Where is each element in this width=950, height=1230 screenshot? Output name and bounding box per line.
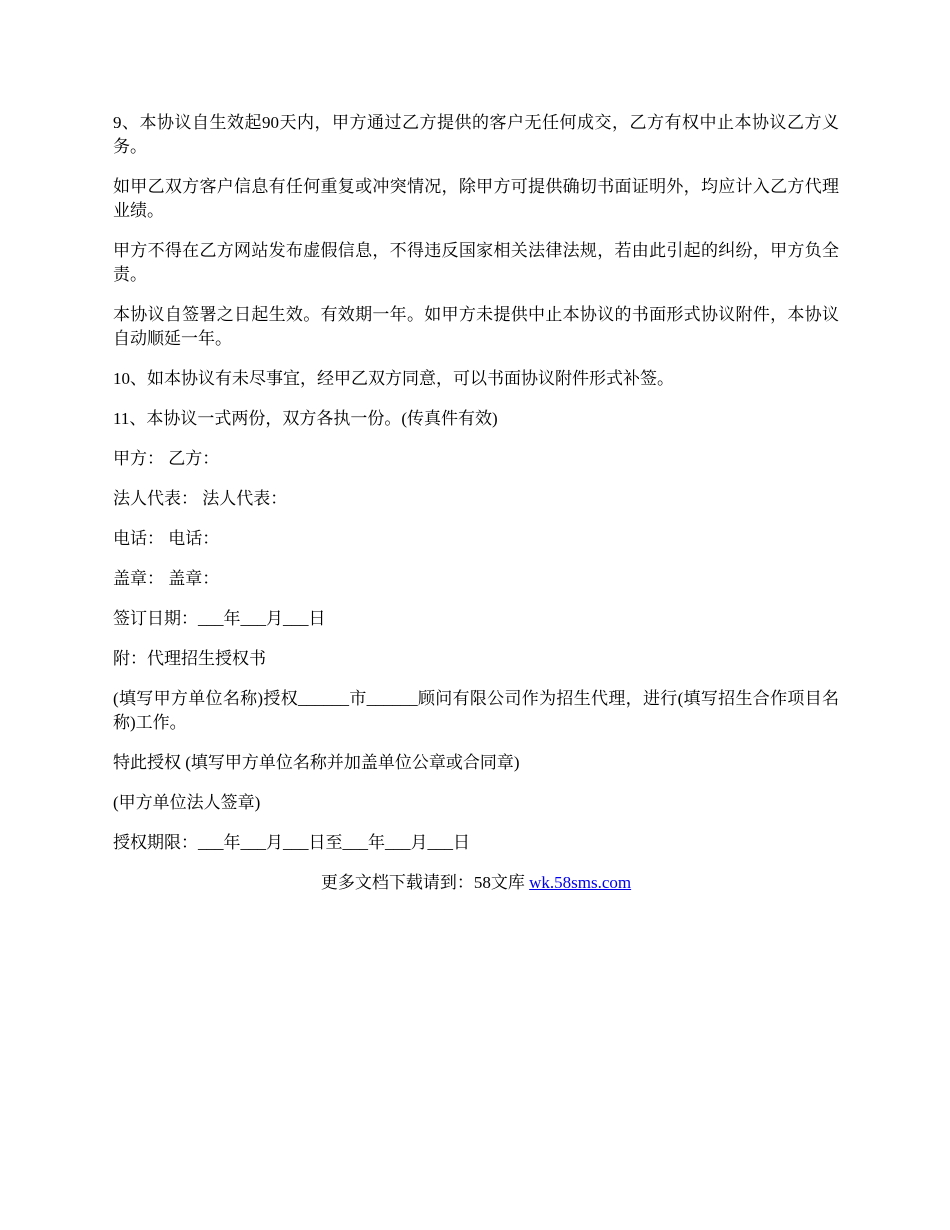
phone-line: 电话： 电话：	[113, 529, 220, 548]
authorization-period-line: 授权期限：___年___月___日至___年___月___日	[113, 833, 470, 852]
footer-text: 更多文档下载请到：58文库	[320, 873, 530, 892]
false-info-clause: 甲方不得在乙方网站发布虚假信息，不得违反国家相关法律法规，若由此引起的纠纷，甲方负全责。	[113, 241, 839, 284]
duplicate-client-clause: 如甲乙双方客户信息有任何重复或冲突情况，除甲方可提供确切书面证明外，均应计入乙方代理业绩。	[113, 177, 839, 220]
authorization-statement: 特此授权 (填写甲方单位名称并加盖单位公章或合同章)	[113, 753, 520, 772]
seal-line: 盖章： 盖章：	[113, 569, 220, 588]
authorization-text: (填写甲方单位名称)授权______市______顾问有限公司作为招生代理，进行(填写招生合作项目名称)工作。	[113, 689, 839, 732]
footer	[113, 871, 839, 895]
legal-signature-line: (甲方单位法人签章)	[113, 793, 261, 812]
appendix-title: 附：代理招生授权书	[113, 649, 266, 668]
clause-10: 10、如本协议有未尽事宜，经甲乙双方同意，可以书面协议附件形式补签。	[113, 369, 674, 388]
signing-date-line: 签订日期：___年___月___日	[113, 609, 326, 628]
legal-rep-line: 法人代表： 法人代表：	[113, 489, 288, 508]
footer-link[interactable]: wk.58sms.com	[529, 873, 632, 892]
validity-clause: 本协议自签署之日起生效。有效期一年。如甲方未提供中止本协议的书面形式协议附件，本协议自动顺延一年。	[113, 305, 839, 348]
clause-9: 9、本协议自生效起90天内，甲方通过乙方提供的客户无任何成交，乙方有权中止本协议乙方义务。	[113, 113, 839, 156]
clause-11: 11、本协议一式两份，双方各执一份。(传真件有效)	[113, 409, 498, 428]
party-line: 甲方： 乙方：	[113, 449, 220, 468]
document-body	[113, 111, 839, 895]
